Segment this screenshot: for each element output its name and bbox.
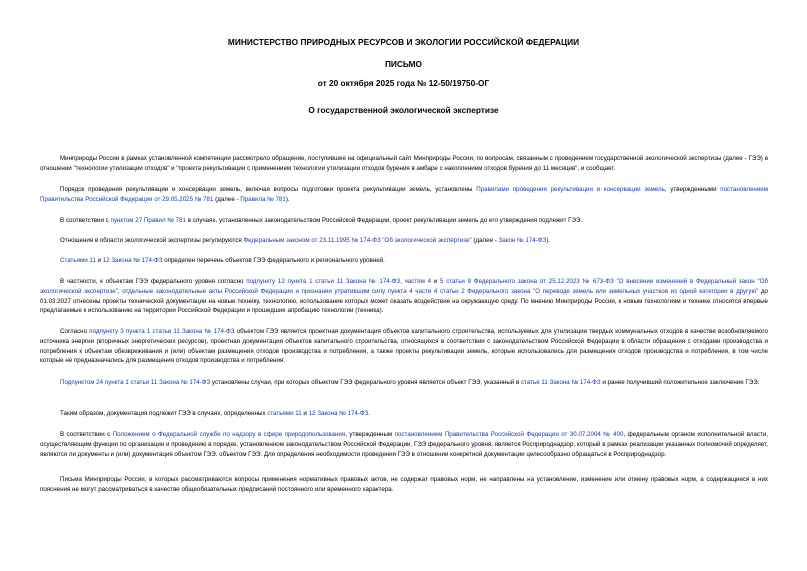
- paragraph-10: [40, 430, 768, 459]
- text: Таким образом, документация подлежит ГЭЭ в случаях, определенных: [60, 410, 268, 417]
- text: (далее -: [213, 195, 241, 203]
- text: Отношения в области экологической экспертизы регулируются: [60, 237, 244, 244]
- link-point-27-rules-781[interactable]: пунктом 27 Правил № 781: [110, 217, 186, 224]
- paragraph-11: [40, 475, 768, 495]
- link-government-decree-781[interactable]: постановлением Правительства Российской Федерации от 29.05.2025 № 781: [40, 186, 768, 203]
- document-date-number: от 20 октября 2025 года № 12-50/19750-ОГ: [317, 78, 490, 88]
- paragraph-5: [40, 256, 768, 266]
- link-article-11[interactable]: статьями 11: [267, 410, 302, 417]
- text: .: [368, 410, 371, 417]
- text: и: [95, 257, 103, 264]
- text: Порядок проведения рекультивации и консервации земель, включая вопросы подготовки проекта рекультивации земель, установлены: [60, 186, 477, 193]
- text: ).: [546, 237, 551, 244]
- link-part-4[interactable]: частям 4: [404, 278, 432, 285]
- text: и: [301, 410, 309, 417]
- text: Письма Минприроды России, в которых рассматриваются вопросы применения нормативных правовых актов, не содержат правовых норм, не направлены на установление, изменение или отмену правовых норм, а содержащиеся в них пояснения не могут рассматриваться в качестве общеобязательных предписаний постоянного или временного характера.: [40, 476, 768, 493]
- link-rules-recultivation[interactable]: Правилами проведения рекультивации и консервации земель: [476, 186, 665, 193]
- link-federal-law-673[interactable]: 5 статьи 9 Федерального закона от 25.12.2023 № 673-ФЗ "О внесении изменений в Федеральный закон "Об экологической экспертизе", отдельные законодательные акты Российской Федерации и признании утратившим силу пункта 4 части 4 статьи 2 Федерального закона "О переводе земель или земельных участков из одной категории в другую": [40, 278, 769, 295]
- ministry-heading: МИНИСТЕРСТВО ПРИРОДНЫХ РЕСУРСОВ И ЭКОЛОГИИ РОССИЙСКОЙ ФЕДЕРАЦИИ: [227, 37, 580, 47]
- link-federal-law-174[interactable]: Федеральным законом от 23.11.1995 № 174-ФЗ "Об экологической экспертизе": [243, 237, 472, 244]
- link-government-decree-400[interactable]: постановлением Правительства Российской Федерации от 30.07.2004 № 400: [394, 431, 624, 438]
- text: , федеральным органом исполнительной власти, осуществляющим функции по организации и проведению в порядке, установленном законодательством Российской Федерации, ГЭЭ федерального уровня, является Росприроднадзор, который в рамках реализации указанных полномочий определяет, являются ли документы и (или) документация объектом ГЭЭ. объектом ГЭЭ. Для определения необходимости проведения ГЭЭ в отношении конкретной документации целесообразно обращаться в Росприроднадзор.: [40, 431, 768, 458]
- text: (далее -: [471, 237, 499, 244]
- text: до 01.03.2027 отнесены проекты технической документации на новые технику, технологию, использование которых может оказать воздействие на окружающую среду. По мнению Минприроды России, к новым технологиям и технике относятся впервые предлагаемые к использованию на территории Российской Федерации и прошедшие апробацию технологии (техника).: [40, 287, 768, 315]
- link-subpoint-24-article-11[interactable]: Подпунктом 24 пункта 1 статьи 11 Закона № 174-ФЗ: [60, 379, 211, 386]
- text: Согласно: [60, 328, 90, 335]
- paragraph-4: [40, 236, 768, 246]
- text: В соответствии с: [60, 217, 111, 224]
- text: объектом ГЭЭ является проектная документация объектов капитального строительства, используемых для утилизации твердых коммунальных отходов в качестве возобновляемого источника энергии (вторичных энергетических ресурсов), проектная документация объектов капитального строительства, относящихся в соответствии с законодательством Российской Федерации в области обращения с отходами производства и потребления к объектам обезвреживания и (или) объектам размещения отходов производства и потребления, а также проекты рекультивации земель, которые использовались для размещения отходов производства и потребления, в том числе которые не предназначались для размещения отходов производства и потребления.: [40, 328, 768, 365]
- link-rules-781[interactable]: Правила № 781: [240, 195, 286, 203]
- link-article-11-law-174[interactable]: статье 11 Закона № 174-ФЗ: [520, 379, 601, 386]
- text: определен перечень объектов ГЭЭ федерального и регионального уровней.: [162, 257, 385, 264]
- link-subpoint-12-article-11[interactable]: подпункту 12 пункта 1 статьи 11 Закона № 174-ФЗ: [246, 278, 401, 285]
- link-article-11[interactable]: Статьями 11: [60, 257, 96, 264]
- link-rosprirodnadzor-regulation[interactable]: Положением о Федеральной службе по надзору в сфере природопользования: [112, 431, 346, 438]
- document-subject: О государственной экологической экспертизе: [308, 105, 499, 115]
- link-subpoint-3-article-11[interactable]: подпункту 3 пункта 1 статьи 11 Закона № 174-ФЗ: [89, 328, 235, 335]
- text: в случаях, установленных законодательством Российской Федерации, проект рекультивации земель до его утверждения подлежит ГЭЭ.: [185, 217, 583, 224]
- paragraph-7: [40, 327, 768, 366]
- link-law-174[interactable]: Закон № 174-ФЗ: [498, 237, 547, 244]
- paragraph-3: [40, 216, 768, 226]
- paragraph-9: [40, 409, 768, 419]
- paragraph-2: [40, 185, 768, 205]
- text: и: [431, 278, 440, 285]
- text: установлены случаи, при которых объектом ГЭЭ федерального уровня является объект ГЭЭ, указанный в: [210, 379, 521, 386]
- text: ).: [285, 195, 290, 203]
- text: ,: [400, 278, 405, 285]
- paragraph-1: [40, 154, 768, 174]
- link-article-12-law-174[interactable]: 12 Закона № 174-ФЗ: [308, 410, 369, 417]
- text: и ранее получивший положительное заключение ГЭЭ.: [600, 379, 760, 386]
- paragraph-8: [40, 378, 768, 388]
- text: Минприроды России в рамках установленной компетенции рассмотрело обращение, поступившее на официальный сайт Минприроды России, по вопросам, связанным с проведением государственной экологической экспертизы (далее - ГЭЭ) в отношении "технологии утилизации отходов" и "проекта рекультивации с применением технологии утилизации отходов бурения в амбаре с накоплением отходов бурения до 11 месяцев", и сообщает.: [40, 155, 768, 172]
- paragraph-6: [40, 277, 768, 316]
- text: , утвержденными: [664, 186, 721, 193]
- text: В частности, к объектам ГЭЭ федерального уровня согласно: [60, 278, 247, 285]
- link-article-12-law-174[interactable]: 12 Закона № 174-ФЗ: [102, 257, 163, 264]
- document-type: ПИСЬМО: [384, 59, 423, 69]
- text: , утвержденным: [345, 431, 395, 438]
- text: В соответствии с: [60, 431, 113, 438]
